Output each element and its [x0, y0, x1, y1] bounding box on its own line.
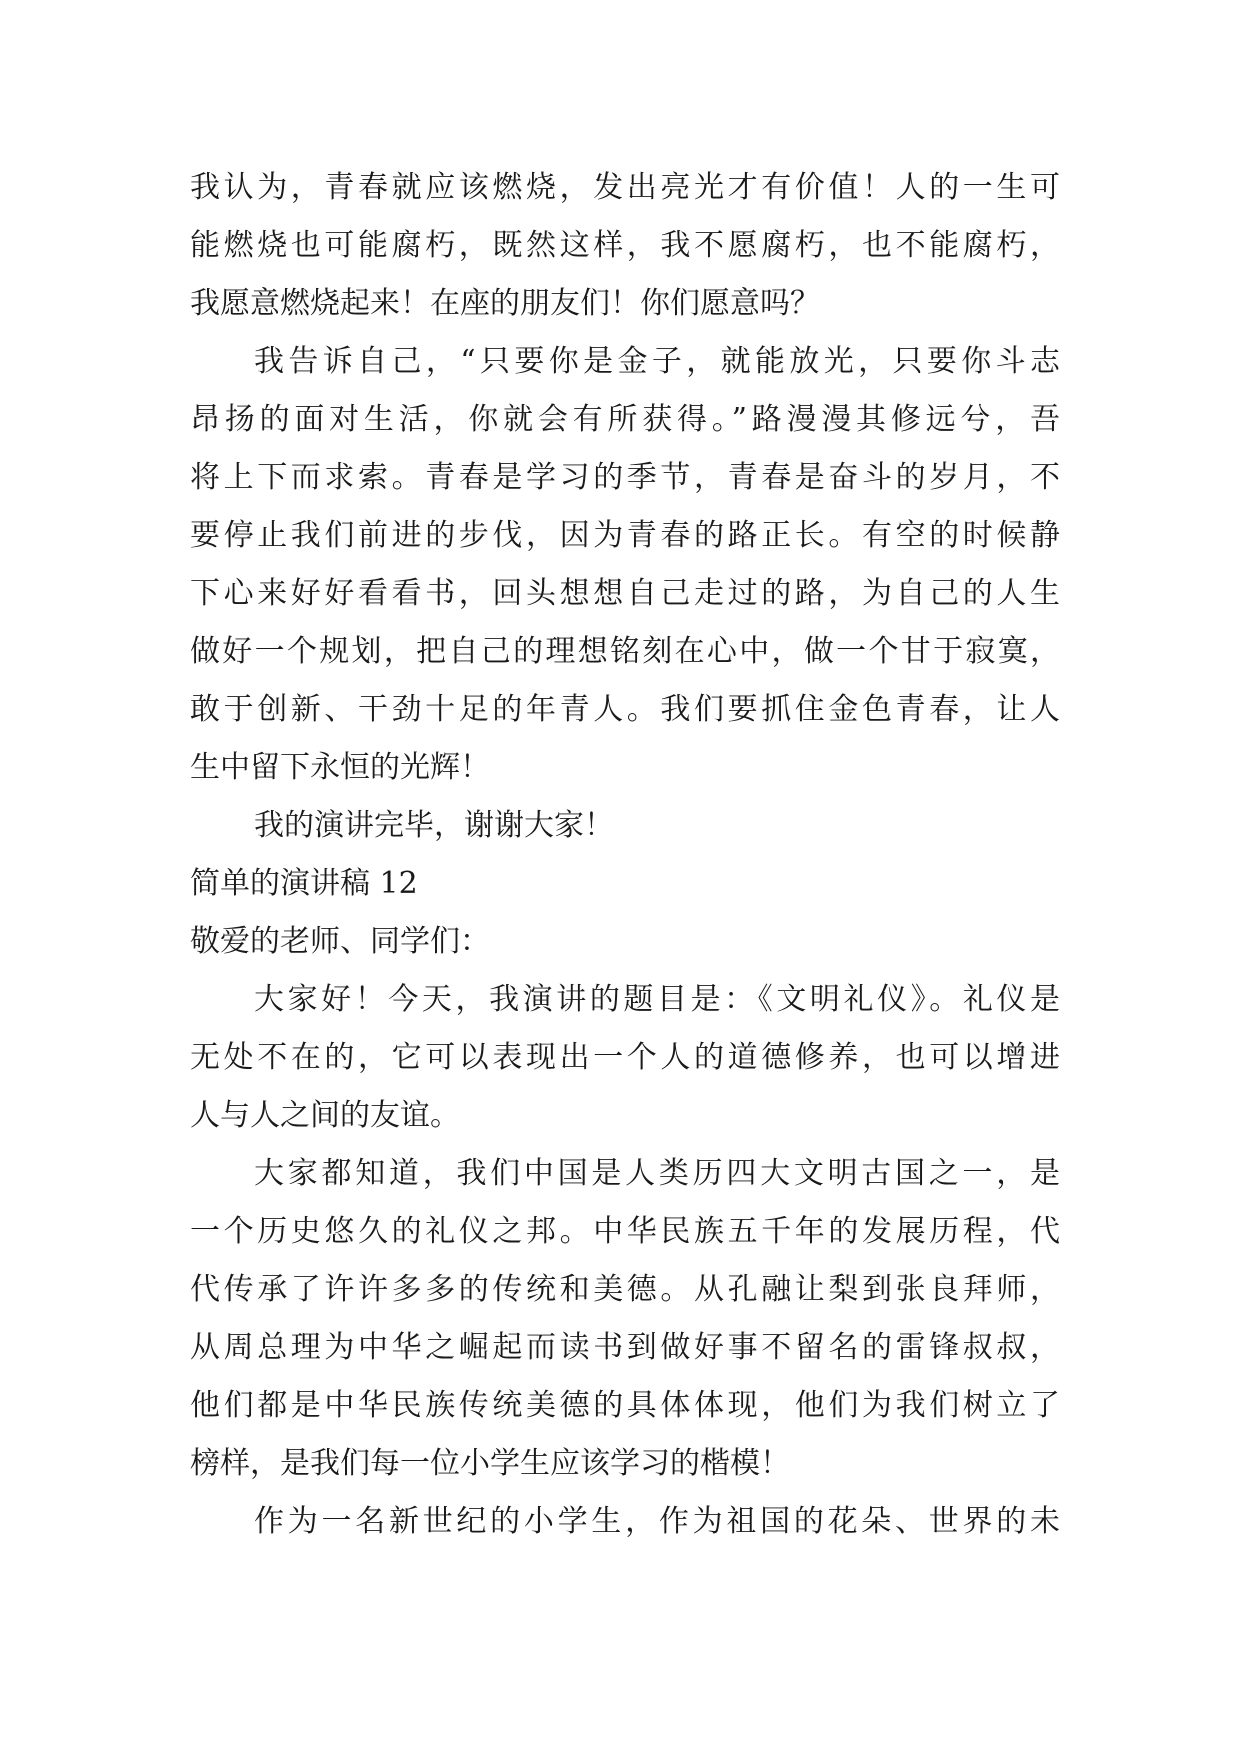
text-line: 做好一个规划，把自己的理想铭刻在心中，做一个甘于寂寞，	[190, 634, 1060, 669]
text-line: 作为一名新世纪的小学生，作为祖国的花朵、世界的未	[254, 1504, 1060, 1539]
text-line: 他们都是中华民族传统美德的具体体现，他们为我们树立了	[190, 1388, 1060, 1423]
text-line: 生中留下永恒的光辉！	[190, 750, 490, 785]
text-line: 能燃烧也可能腐朽，既然这样，我不愿腐朽，也不能腐朽，	[190, 228, 1060, 263]
text-line: 人与人之间的友谊。	[190, 1098, 460, 1133]
text-line: 榜样，是我们每一位小学生应该学习的楷模！	[190, 1446, 790, 1481]
section-title: 简单的演讲稿 12	[190, 866, 418, 901]
text-line: 我的演讲完毕，谢谢大家！	[254, 808, 614, 843]
text-line: 无处不在的，它可以表现出一个人的道德修养，也可以增进	[190, 1040, 1060, 1075]
text-line: 我认为，青春就应该燃烧，发出亮光才有价值！人的一生可	[190, 170, 1060, 205]
text-line: 大家都知道，我们中国是人类历四大文明古国之一，是	[254, 1156, 1060, 1191]
text-line: 将上下而求索。青春是学习的季节，青春是奋斗的岁月，不	[190, 460, 1060, 495]
text-line: 大家好！今天，我演讲的题目是：《文明礼仪》。礼仪是	[254, 982, 1060, 1017]
text-line: 我告诉自己，“只要你是金子，就能放光，只要你斗志	[254, 344, 1060, 379]
text-line: 从周总理为中华之崛起而读书到做好事不留名的雷锋叔叔，	[190, 1330, 1060, 1365]
text-line: 我愿意燃烧起来！在座的朋友们！你们愿意吗？	[190, 286, 820, 321]
text-line: 敢于创新、干劲十足的年青人。我们要抓住金色青春，让人	[190, 692, 1060, 727]
text-line: 一个历史悠久的礼仪之邦。中华民族五千年的发展历程，代	[190, 1214, 1060, 1249]
salutation: 敬爱的老师、同学们：	[190, 924, 490, 959]
text-line: 要停止我们前进的步伐，因为青春的路正长。有空的时候静	[190, 518, 1060, 553]
text-line: 下心来好好看看书，回头想想自己走过的路，为自己的人生	[190, 576, 1060, 611]
text-line: 代传承了许许多多的传统和美德。从孔融让梨到张良拜师，	[190, 1272, 1060, 1307]
text-line: 昂扬的面对生活，你就会有所获得。”路漫漫其修远兮，吾	[190, 402, 1060, 437]
